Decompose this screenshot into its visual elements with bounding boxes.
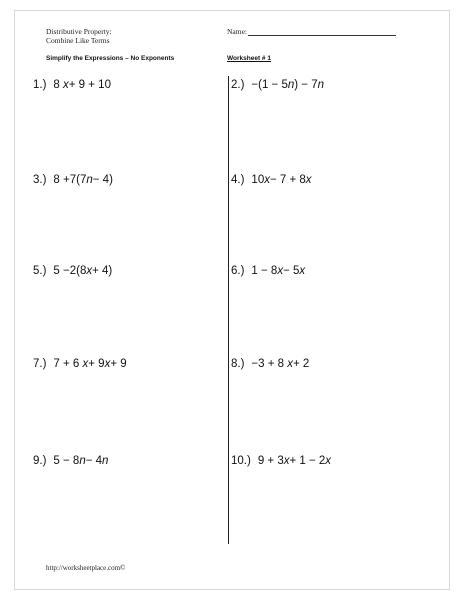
problem-6: 6.) 1 − 8x− 5x bbox=[231, 265, 306, 277]
problem-number: 1.) bbox=[33, 79, 47, 91]
problem-number: 8.) bbox=[231, 358, 245, 370]
page-border bbox=[14, 10, 450, 590]
problem-number: 3.) bbox=[33, 174, 47, 186]
problem-number: 2.) bbox=[231, 79, 245, 91]
worksheet-number: Worksheet # 1 bbox=[227, 55, 271, 62]
problem-2: 2.) −(1 − 5n) − 7n bbox=[231, 79, 325, 91]
problem-number: 10.) bbox=[231, 455, 251, 467]
problem-number: 6.) bbox=[231, 265, 245, 277]
problem-4: 4.) 10x− 7 + 8x bbox=[231, 174, 312, 186]
problem-10: 10.) 9 + 3x+ 1 − 2x bbox=[231, 455, 332, 467]
problem-8: 8.) −3 + 8 x+ 2 bbox=[231, 358, 310, 370]
problem-number: 5.) bbox=[33, 265, 47, 277]
name-blank-line[interactable] bbox=[248, 27, 396, 36]
footer-url[interactable]: http://worksheetplace.com© bbox=[46, 564, 126, 572]
problem-1: 1.) 8 x+ 9 + 10 bbox=[33, 79, 111, 91]
problem-number: 4.) bbox=[231, 174, 245, 186]
problem-5: 5.) 5 −2(8x+ 4) bbox=[33, 265, 113, 277]
topic-line-1: Distributive Property: bbox=[46, 27, 112, 36]
name-field[interactable] bbox=[227, 27, 396, 36]
instructions: Simplify the Expressions – No Exponents bbox=[46, 55, 175, 62]
problem-7: 7.) 7 + 6 x+ 9x+ 9 bbox=[33, 358, 127, 370]
problem-number: 7.) bbox=[33, 358, 47, 370]
column-divider bbox=[228, 76, 229, 544]
topic-line-2: Combine Like Terms bbox=[46, 36, 110, 45]
worksheet-topic bbox=[46, 27, 112, 45]
problem-9: 9.) 5 − 8n− 4n bbox=[33, 455, 109, 467]
problem-number: 9.) bbox=[33, 455, 47, 467]
problem-3: 3.) 8 +7(7n− 4) bbox=[33, 174, 113, 186]
name-label: Name: bbox=[227, 27, 247, 36]
